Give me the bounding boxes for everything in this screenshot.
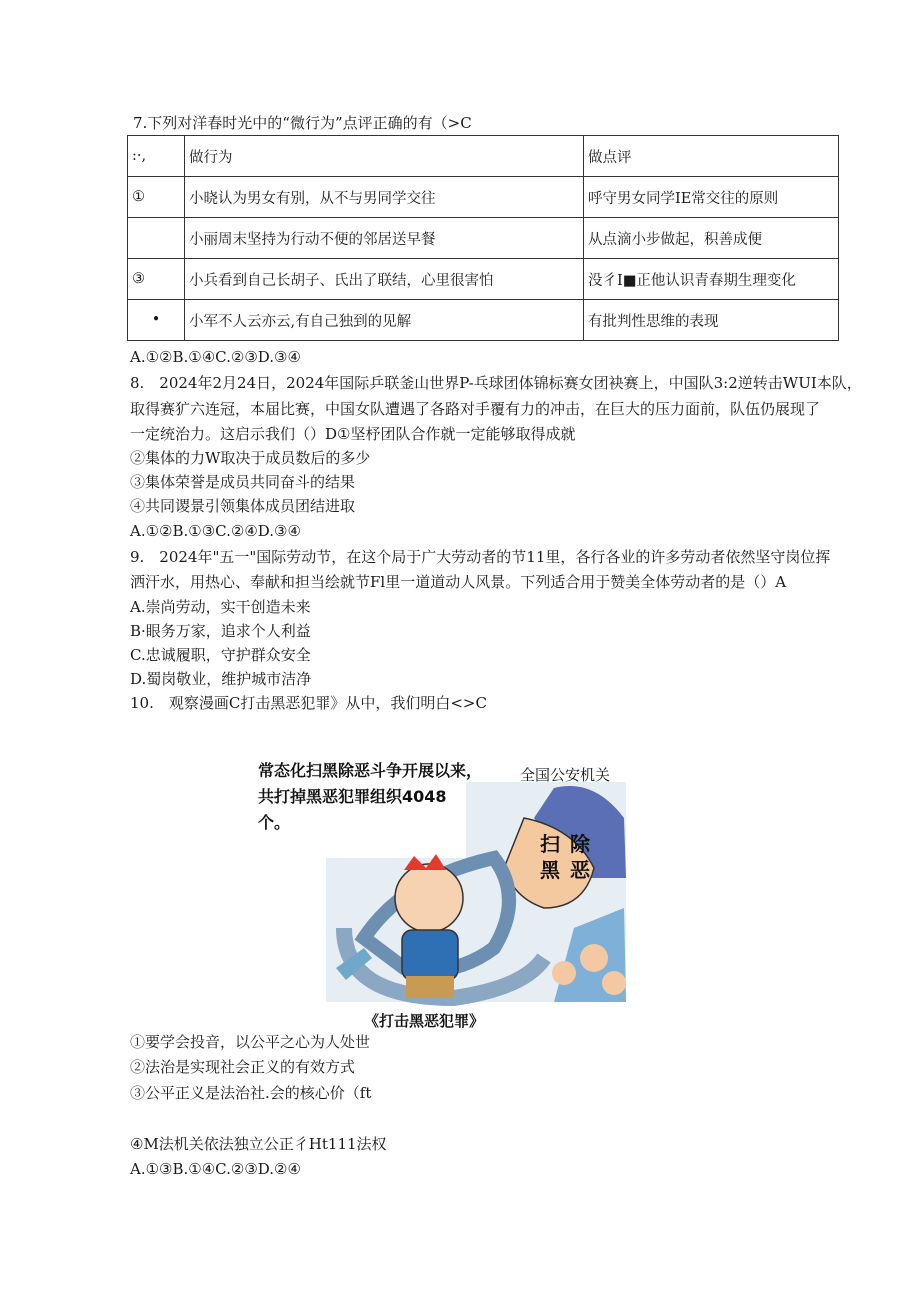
- question-9-option: A.崇尚劳动，实干创造未来: [130, 598, 311, 616]
- question-8-line: ③集体荣誉是成员共同奋斗的结果: [130, 473, 356, 491]
- table-cell: [128, 218, 185, 259]
- cartoon-caption-line3: 个。: [258, 813, 291, 832]
- table-cell: 做点评: [584, 136, 839, 177]
- table-cell: 有批判性思维的表现: [584, 300, 839, 341]
- question-10-line: ②法治是实现社会正义的有效方式: [130, 1058, 356, 1076]
- question-8-line: 取得赛犷六连冠，本届比赛，中国女队遭遇了各路对手覆有力的冲击，在巨大的压力面前，队伍仍展现了: [130, 400, 821, 418]
- cartoon-caption-line2: 共打掉黑恶犯罪组织4048: [258, 787, 447, 806]
- table-cell: 小晓认为男女有别，从不与男同学交往: [185, 177, 584, 218]
- cartoon-caption-right: 全国公安机关: [520, 766, 611, 784]
- question-9-option: B·眼务万家，追求个人利益: [130, 622, 311, 640]
- table-cell: 小军不人云亦云,有自己独到的见解: [185, 300, 584, 341]
- cartoon-caption-line1: 常态化扫黑除恶斗争开展以来，: [258, 761, 483, 780]
- table-cell: 做行为: [185, 136, 584, 177]
- table-cell: 小兵看到自己长胡子、氏出了联结，心里很害怕: [185, 259, 584, 300]
- table-cell: :·,: [128, 136, 185, 177]
- question-10-line: ①要学会投音，以公平之心为人处世: [130, 1033, 371, 1051]
- question-8-line: ②集体的力W取决于成员数后的多少: [130, 449, 371, 467]
- question-8-line: ④共同谡景引领集体成员团结进取: [130, 497, 356, 515]
- table-header-row: [128, 136, 839, 177]
- table-cell: 从点滴小步做起，积善成便: [584, 218, 839, 259]
- question-9-option: C.忠诚履职，守护群众安全: [130, 646, 311, 664]
- question-10-line: ④M法机关依法独立公正彳Ht111法权: [130, 1135, 387, 1153]
- question-7-table: [127, 135, 839, 341]
- question-9-line: 9. 2024年"五一"国际劳动节，在这个局于广大劳动者的节11里，各行各业的许多劳动者依然坚守岗位挥: [130, 548, 831, 566]
- question-9-line: 洒汗水，用热心、奉献和担当绘就节Fl里一道道动人风景。下列适合用于赞美全体劳动者的是（）A: [130, 573, 787, 591]
- table-row: [128, 218, 839, 259]
- table-cell: ③: [128, 259, 185, 300]
- table-cell: 没彳I■正他认识青春期生理变化: [584, 259, 839, 300]
- fist-text: 黑: [540, 858, 560, 882]
- table-cell: •: [128, 300, 185, 341]
- table-row: [128, 300, 839, 341]
- cartoon-illustration: [254, 758, 626, 1030]
- question-10-stem: 10. 观察漫画C打击黑恶犯罪》从中，我们明白<>C: [130, 694, 487, 712]
- question-7-stem: 7.下列对洋春时光中的“微行为”点评正确的有（>C: [133, 114, 472, 132]
- question-9-option: D.蜀岗敬业，维护城市洁净: [130, 670, 312, 688]
- table-cell: 小丽周末坚持为行动不便的邻居送早餐: [185, 218, 584, 259]
- question-8-line: 一定统治力。这启示我们（）D①坚杼团队合作就一定能够取得成就: [130, 425, 576, 443]
- question-10-options: A.①③B.①④C.②③D.②④: [130, 1160, 301, 1178]
- question-10-line: ③公平正义是法治社.会的核心价（ft: [130, 1084, 372, 1102]
- fist-text: 除: [570, 832, 590, 856]
- table-row: [128, 259, 839, 300]
- cartoon-title: 《打击黑恶犯罪》: [364, 1012, 485, 1030]
- table-row: [128, 177, 839, 218]
- fist-text: 扫: [540, 832, 560, 856]
- question-7-options: A.①②B.①④C.②③D.③④: [130, 348, 301, 366]
- fist-text: 恶: [570, 858, 590, 882]
- table-cell: 呼守男女同学IE常交往的原则: [584, 177, 839, 218]
- question-8-line: 8. 2024年2月24日，2024年国际乒联釜山世界P-乓球团体锦标赛女团袂赛上，中国队3:2逆转击WUI本队，: [130, 374, 862, 392]
- table-cell: ①: [128, 177, 185, 218]
- question-8-options: A.①②B.①③C.②④D.③④: [130, 522, 301, 540]
